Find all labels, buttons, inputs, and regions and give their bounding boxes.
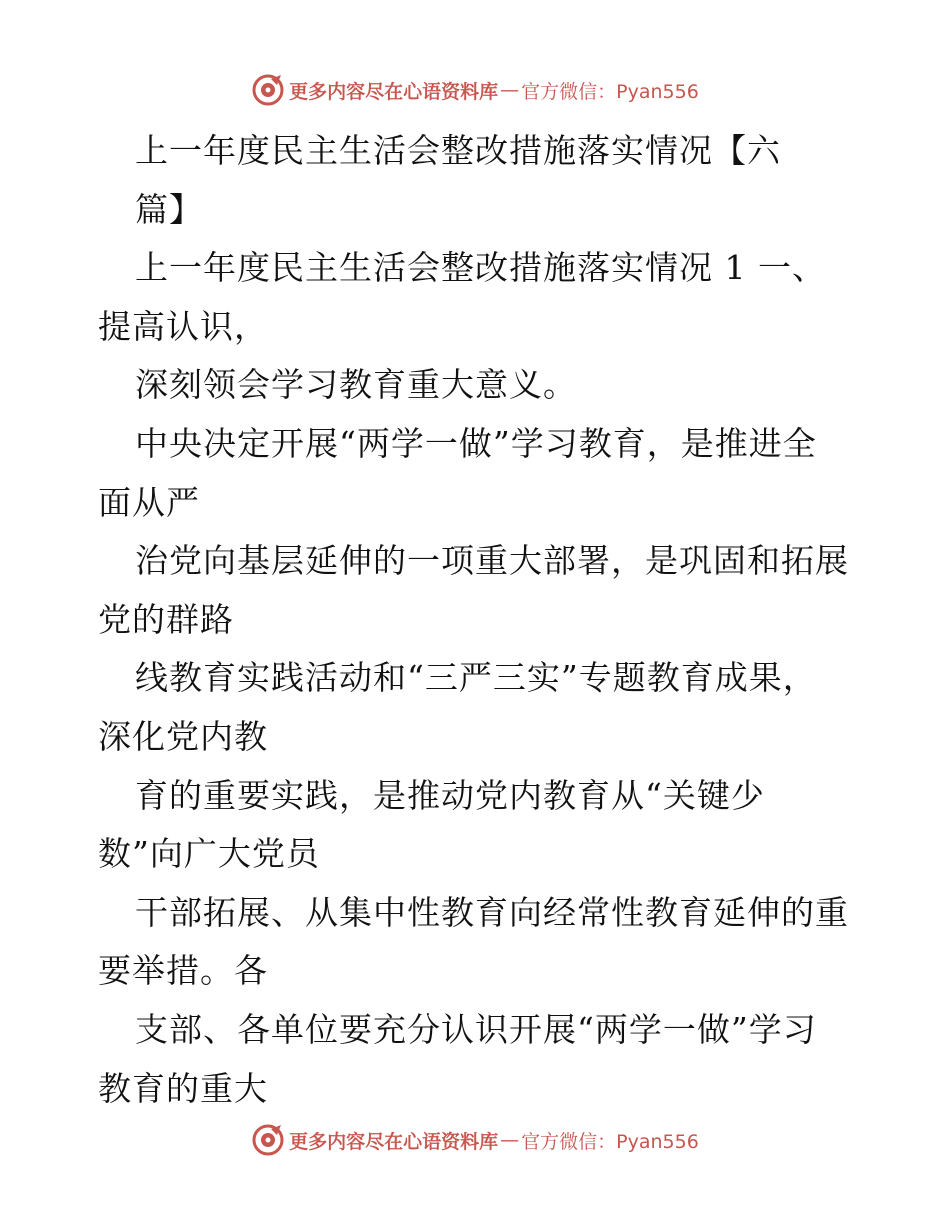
text-line: 党的群路 (98, 599, 234, 639)
text-line: 上一年度民主生活会整改措施落实情况 1 一、 (135, 248, 826, 288)
document-title-line-1: 上一年度民主生活会整改措施落实情况【六 (135, 131, 781, 170)
text-line: 干部拓展、从集中性教育向经常性教育延伸的重 (135, 892, 849, 932)
header-banner (0, 70, 950, 110)
text-line: 支部、各单位要充分认识开展“两学一做”学习 (135, 1009, 817, 1049)
text-line: 中央决定开展“两学一做”学习教育，是推进全 (135, 423, 817, 463)
banner-site-text: 更多内容尽在心语资料库 (289, 80, 499, 103)
banner-dash: — (500, 79, 520, 101)
text-line: 数”向广大党员 (98, 834, 320, 874)
brush-logo-icon (251, 73, 285, 107)
text-line: 育的重要实践，是推动党内教育从“关键少 (135, 775, 765, 815)
text-line: 线教育实践活动和“三严三实”专题教育成果， (135, 658, 817, 698)
text-line: 面从严 (98, 482, 200, 522)
document-body (98, 122, 858, 1118)
banner-wechat-text: 官方微信：Pyan556 (521, 80, 699, 103)
text-line: 深刻领会学习教育重大意义。 (135, 365, 577, 405)
text-line: 治党向基层延伸的一项重大部署，是巩固和拓展 (135, 541, 849, 581)
document-title-line-2: 篇】 (135, 189, 203, 229)
text-line: 深化党内教 (98, 716, 268, 756)
text-line: 教育的重大 (98, 1068, 268, 1108)
text-line: 提高认识， (98, 306, 268, 346)
banner-site-text: 更多内容尽在心语资料库 (289, 1130, 499, 1153)
banner-dash: — (500, 1129, 520, 1151)
text-line: 要举措。各 (98, 951, 268, 991)
brush-logo-icon (251, 1123, 285, 1157)
footer-banner (0, 1120, 950, 1160)
banner-wechat-text: 官方微信：Pyan556 (521, 1130, 699, 1153)
